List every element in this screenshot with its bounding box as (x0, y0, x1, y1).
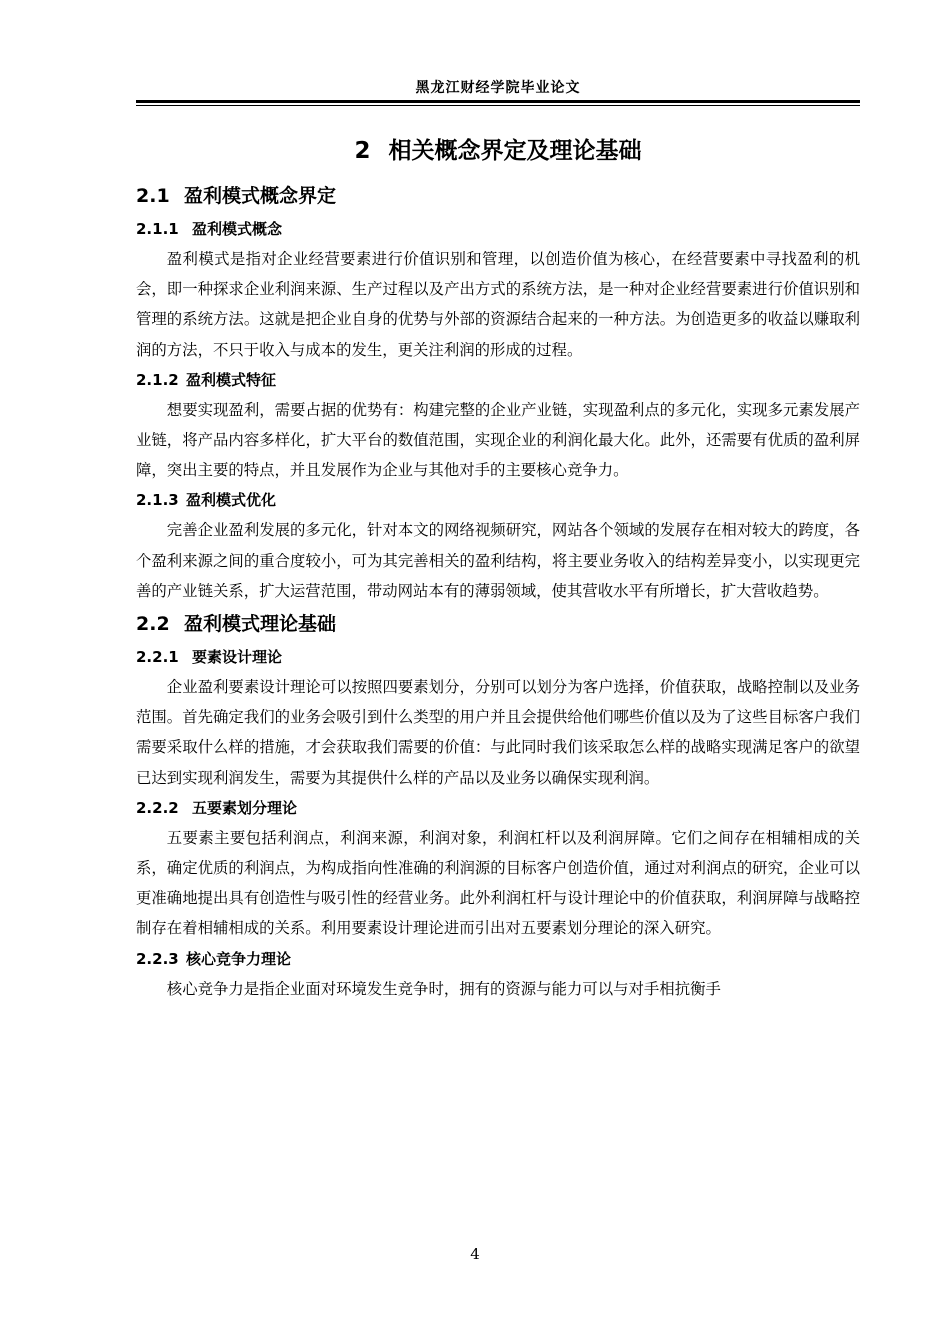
subsection-heading (136, 793, 860, 823)
chapter-title (136, 128, 860, 174)
header-rule-thin (136, 105, 860, 106)
subsection-number: 2.2.1 (136, 648, 179, 667)
body-paragraph: 想要实现盈利，需要占据的优势有：构建完整的企业产业链，实现盈利点的多元化，实现多元素发展产业链，将产品内容多样化，扩大平台的数值范围，实现企业的利润化最大化。此外，还需要有优质的盈利屏障，突出主要的特点，并且发展作为企业与其他对手的主要核心竞争力。 (136, 400, 860, 480)
running-header: 黑龙江财经学院毕业论文 (415, 80, 581, 96)
subsection-heading (136, 214, 860, 244)
body-paragraph: 盈利模式是指对企业经营要素进行价值识别和管理，以创造价值为核心，在经营要素中寻找盈利的机会，即一种探求企业利润来源、生产过程以及产出方式的系统方法，是一种对企业经营要素进行价值识别和管理的系统方法。这就是把企业自身的优势与外部的资源结合起来的一种方法。为创造更多的收益以赚取利润的方法，不只于收入与成本的发生，更关注利润的形成的过程。 (136, 250, 860, 359)
header-rule-thick (136, 100, 860, 103)
subsection-heading (136, 642, 860, 672)
subsection-heading (136, 485, 860, 515)
subsection-heading (136, 944, 860, 974)
section-number: 2.1 (136, 185, 170, 207)
body-paragraph: 完善企业盈利发展的多元化，针对本文的网络视频研究，网站各个领域的发展存在相对较大的跨度，各个盈利来源之间的重合度较小，可为其完善相关的盈利结构，将主要业务收入的结构差异变小，以实现更完善的产业链关系，扩大运营范围，带动网站本有的薄弱领域，使其营收水平有所增长，扩大营收趋势。 (136, 521, 860, 600)
subsection-number: 2.2.3 (136, 949, 179, 968)
section-title: 盈利模式概念界定 (184, 185, 337, 207)
chapter-title-text: 相关概念界定及理论基础 (388, 138, 642, 164)
chapter-number: 2 (354, 138, 371, 164)
page-number: 4 (470, 1245, 480, 1263)
subsection-number: 2.1.3 (136, 491, 179, 510)
subsection-number: 2.1.1 (136, 220, 179, 238)
subsection-heading (136, 365, 860, 395)
subsection-title: 盈利模式特征 (186, 370, 277, 389)
body-paragraph: 企业盈利要素设计理论可以按照四要素划分，分别可以划分为客户选择，价值获取，战略控制以及业务范围。首先确定我们的业务会吸引到什么类型的用户并且会提供给他们哪些价值以及为了这些目标客户我们需要采取什么样的措施，才会获取我们需要的价值：与此同时我们该采取怎么样的战略实现满足客户的欲望已达到实现利润发生，需要为其提供什么样的产品以及业务以确保实现利润。 (136, 678, 860, 787)
body-paragraph: 核心竞争力是指企业面对环境发生竞争时，拥有的资源与能力可以与对手相抗衡手 (166, 979, 721, 998)
section-heading (136, 606, 860, 642)
subsection-title: 盈利模式概念 (192, 220, 283, 238)
subsection-number: 2.1.2 (136, 370, 179, 389)
subsection-title: 要素设计理论 (192, 648, 283, 667)
subsection-title: 五要素划分理论 (192, 798, 298, 817)
body-paragraph: 五要素主要包括利润点，利润来源，利润对象，利润杠杆以及利润屏障。它们之间存在相辅相成的关系，确定优质的利润点，为构成指向性准确的利润源的目标客户创造价值，通过对利润点的研究，企业可以更准确地提出具有创造性与吸引性的经营业务。此外利润杠杆与设计理论中的价值获取，利润屏障与战略控制存在着相辅相成的关系。利用要素设计理论进而引出对五要素划分理论的深入研究。 (136, 828, 860, 938)
subsection-title: 盈利模式优化 (186, 491, 277, 510)
page-content (136, 128, 860, 1004)
subsection-number: 2.2.2 (136, 798, 179, 817)
section-title: 盈利模式理论基础 (184, 613, 337, 636)
section-number: 2.2 (136, 613, 170, 636)
section-heading (136, 178, 860, 214)
subsection-title: 核心竞争力理论 (186, 949, 292, 968)
